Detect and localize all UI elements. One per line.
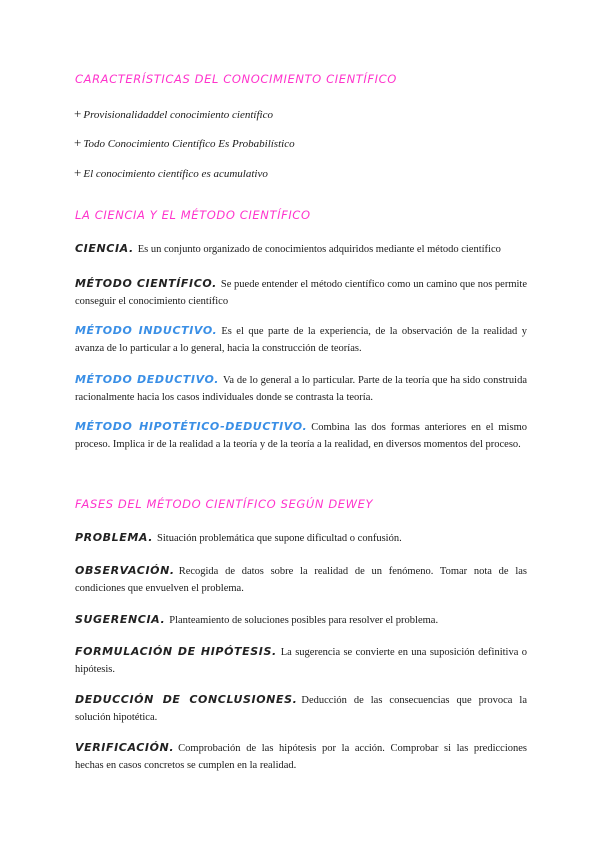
definition-entry xyxy=(75,241,527,259)
list-item xyxy=(74,165,268,181)
list-item-text: El conocimiento científico es acumulativo xyxy=(83,168,268,180)
definition-text: Es el que parte de la experiencia, de la observación de la realidad y avanza de lo particular a lo general, hacia la construcción de teorías. xyxy=(75,326,527,354)
definition-term: VERIFICACIÓN. xyxy=(75,741,175,754)
list-item xyxy=(74,135,295,151)
definition-entry xyxy=(75,612,527,630)
list-item xyxy=(74,106,273,122)
definition-text: Va de lo general a lo particular. Parte de la teoría que ha sido construida racionalmente hacia los casos individuales donde se contrasta la teoría. xyxy=(75,375,527,403)
definition-term: PROBLEMA. xyxy=(75,531,154,544)
section-title-characteristics: CARACTERÍSTICAS DEL CONOCIMIENTO CIENTÍFICO xyxy=(75,72,397,86)
definition-term: DEDUCCIÓN DE CONCLUSIONES. xyxy=(75,693,298,706)
definition-term: MÉTODO CIENTÍFICO. xyxy=(75,277,217,290)
definition-term: MÉTODO INDUCTIVO. xyxy=(75,324,218,337)
definition-entry xyxy=(75,276,527,310)
definition-text: Es un conjunto organizado de conocimientos adquiridos mediante el método científico xyxy=(137,244,501,255)
plus-bullet-icon: + xyxy=(74,106,82,121)
definition-entry xyxy=(75,372,527,406)
definition-entry xyxy=(75,644,527,678)
definition-entry xyxy=(75,692,527,726)
list-item-text: Todo Conocimiento Científico Es Probabilístico xyxy=(83,138,295,150)
definition-text: Recogida de datos sobre la realidad de un fenómeno. Tomar nota de las condiciones que envuelven el problema. xyxy=(75,566,527,594)
definition-term: MÉTODO DEDUCTIVO. xyxy=(75,373,220,386)
definition-text: Combina las dos formas anteriores en el mismo proceso. Implica ir de la realidad a la teoría y de la teoría a la realidad, en diversos momentos del proceso. xyxy=(75,422,527,450)
definition-text: Situación problemática que supone dificultad o confusión. xyxy=(157,533,402,544)
definition-text: Planteamiento de soluciones posibles para resolver el problema. xyxy=(169,615,439,626)
definition-text: Se puede entender el método científico como un camino que nos permite conseguir el conocimiento científico xyxy=(75,279,527,307)
definition-term: FORMULACIÓN DE HIPÓTESIS. xyxy=(75,645,277,658)
definition-term: SUGERENCIA. xyxy=(75,613,166,626)
section-title-science-method: LA CIENCIA Y EL MÉTODO CIENTÍFICO xyxy=(75,208,311,222)
definition-entry xyxy=(75,740,527,774)
definition-term: OBSERVACIÓN. xyxy=(75,564,175,577)
section-title-dewey-phases: FASES DEL MÉTODO CIENTÍFICO SEGÚN DEWEY xyxy=(75,497,374,511)
definition-term: MÉTODO HIPOTÉTICO-DEDUCTIVO. xyxy=(75,420,308,433)
list-item-text: Provisionalidaddel conocimiento científico xyxy=(83,109,273,121)
definition-entry xyxy=(75,419,527,453)
plus-bullet-icon: + xyxy=(74,165,82,180)
plus-bullet-icon: + xyxy=(74,135,82,150)
definition-entry xyxy=(75,323,527,357)
definition-text: Deducción de las consecuencias que provoca la solución hipotética. xyxy=(75,695,527,723)
definition-entry xyxy=(75,530,527,548)
definition-entry xyxy=(75,563,527,597)
definition-term: CIENCIA. xyxy=(75,242,134,255)
definition-text: La sugerencia se convierte en una suposición definitiva o hipótesis. xyxy=(75,647,527,675)
definition-text: Comprobación de las hipótesis por la acción. Comprobar si las predicciones hechas en casos concretos se cumplen en la realidad. xyxy=(75,743,527,771)
